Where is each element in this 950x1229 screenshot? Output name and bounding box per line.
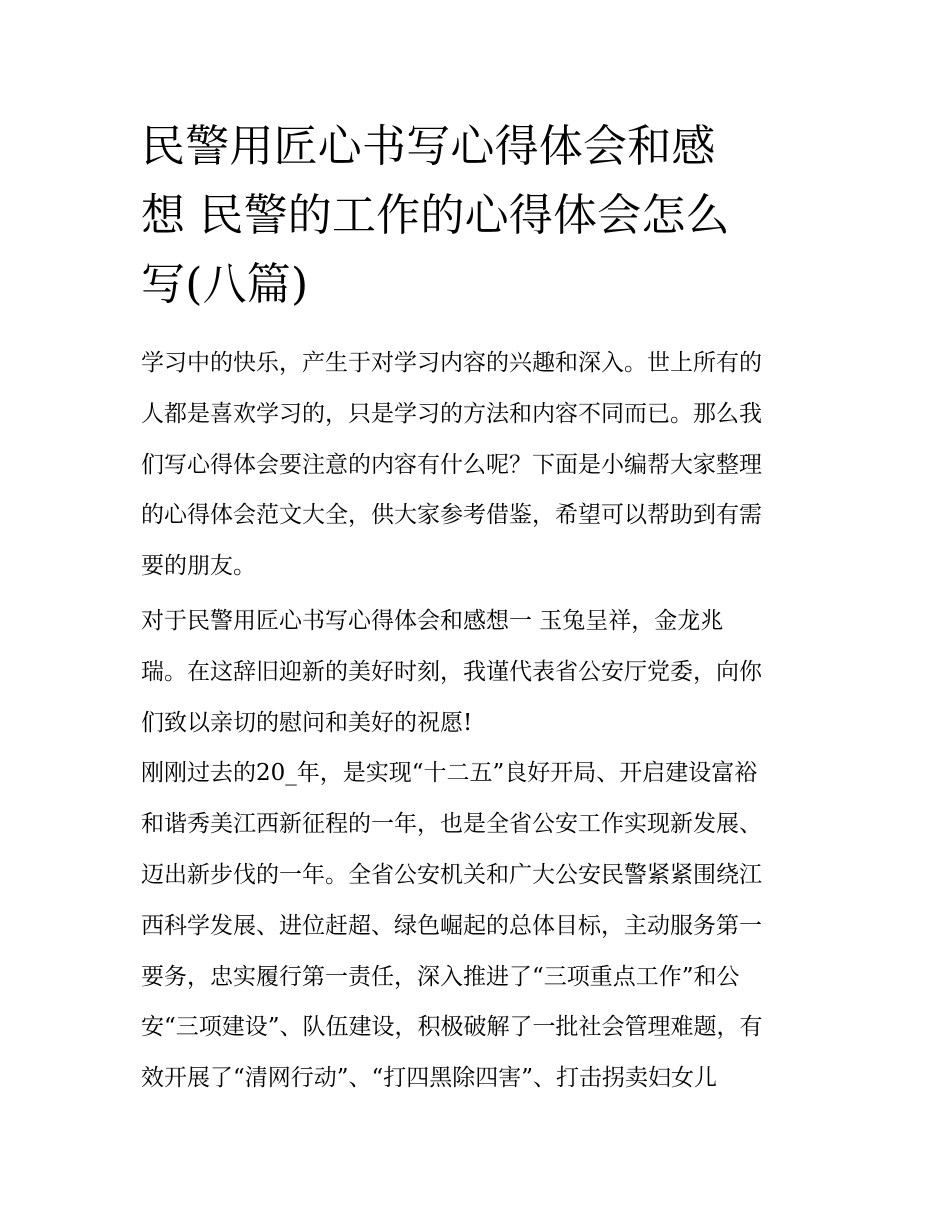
text-line: 人都是喜欢学习的，只是学习的方法和内容不同而已。那么我 bbox=[141, 400, 762, 427]
document-body bbox=[141, 112, 813, 1104]
text-line: 安“三项建设”、队伍建设，积极破解了一批社会管理难题，有 bbox=[141, 1014, 763, 1041]
text-line: 和谐秀美江西新征程的一年，也是全省公安工作实现新发展、 bbox=[141, 811, 762, 838]
intro-paragraph bbox=[141, 338, 813, 592]
text-line: 刚刚过去的20_年，是实现“十二五”良好开局、开启建设富裕 bbox=[141, 760, 758, 787]
text-line: 要务，忠实履行第一责任，深入推进了“三项重点工作”和公 bbox=[141, 963, 740, 990]
text-line: 西科学发展、进位赶超、绿色崛起的总体目标，主动服务第一 bbox=[141, 912, 762, 939]
review-paragraph bbox=[141, 748, 813, 1104]
text-line: 的心得体会范文大全，供大家参考借鉴，希望可以帮助到有需 bbox=[141, 502, 762, 529]
title-line: 写(八篇) bbox=[141, 259, 309, 310]
text-line: 要的朋友。 bbox=[141, 553, 256, 580]
text-line: 们写心得体会要注意的内容有什么呢？下面是小编帮大家整理 bbox=[141, 451, 762, 478]
text-line: 对于民警用匠心书写心得体会和感想一 玉兔呈祥，金龙兆 bbox=[141, 607, 724, 634]
greeting-paragraph bbox=[141, 596, 813, 748]
text-line: 瑞。在这辞旧迎新的美好时刻，我谨代表省公安厅党委，向你 bbox=[141, 658, 762, 685]
title-line: 民警用匠心书写心得体会和感 bbox=[141, 121, 716, 172]
text-line: 迈出新步伐的一年。全省公安机关和广大公安民警紧紧围绕江 bbox=[141, 861, 762, 888]
text-line: 学习中的快乐，产生于对学习内容的兴趣和深入。世上所有的 bbox=[141, 350, 762, 376]
document-title bbox=[141, 112, 813, 319]
text-line: 们致以亲切的慰问和美好的祝愿! bbox=[141, 709, 473, 736]
text-line: 效开展了“清网行动”、“打四黑除四害”、打击拐卖妇女儿 bbox=[141, 1065, 718, 1092]
title-line: 想 民警的工作的心得体会怎么 bbox=[141, 190, 730, 241]
